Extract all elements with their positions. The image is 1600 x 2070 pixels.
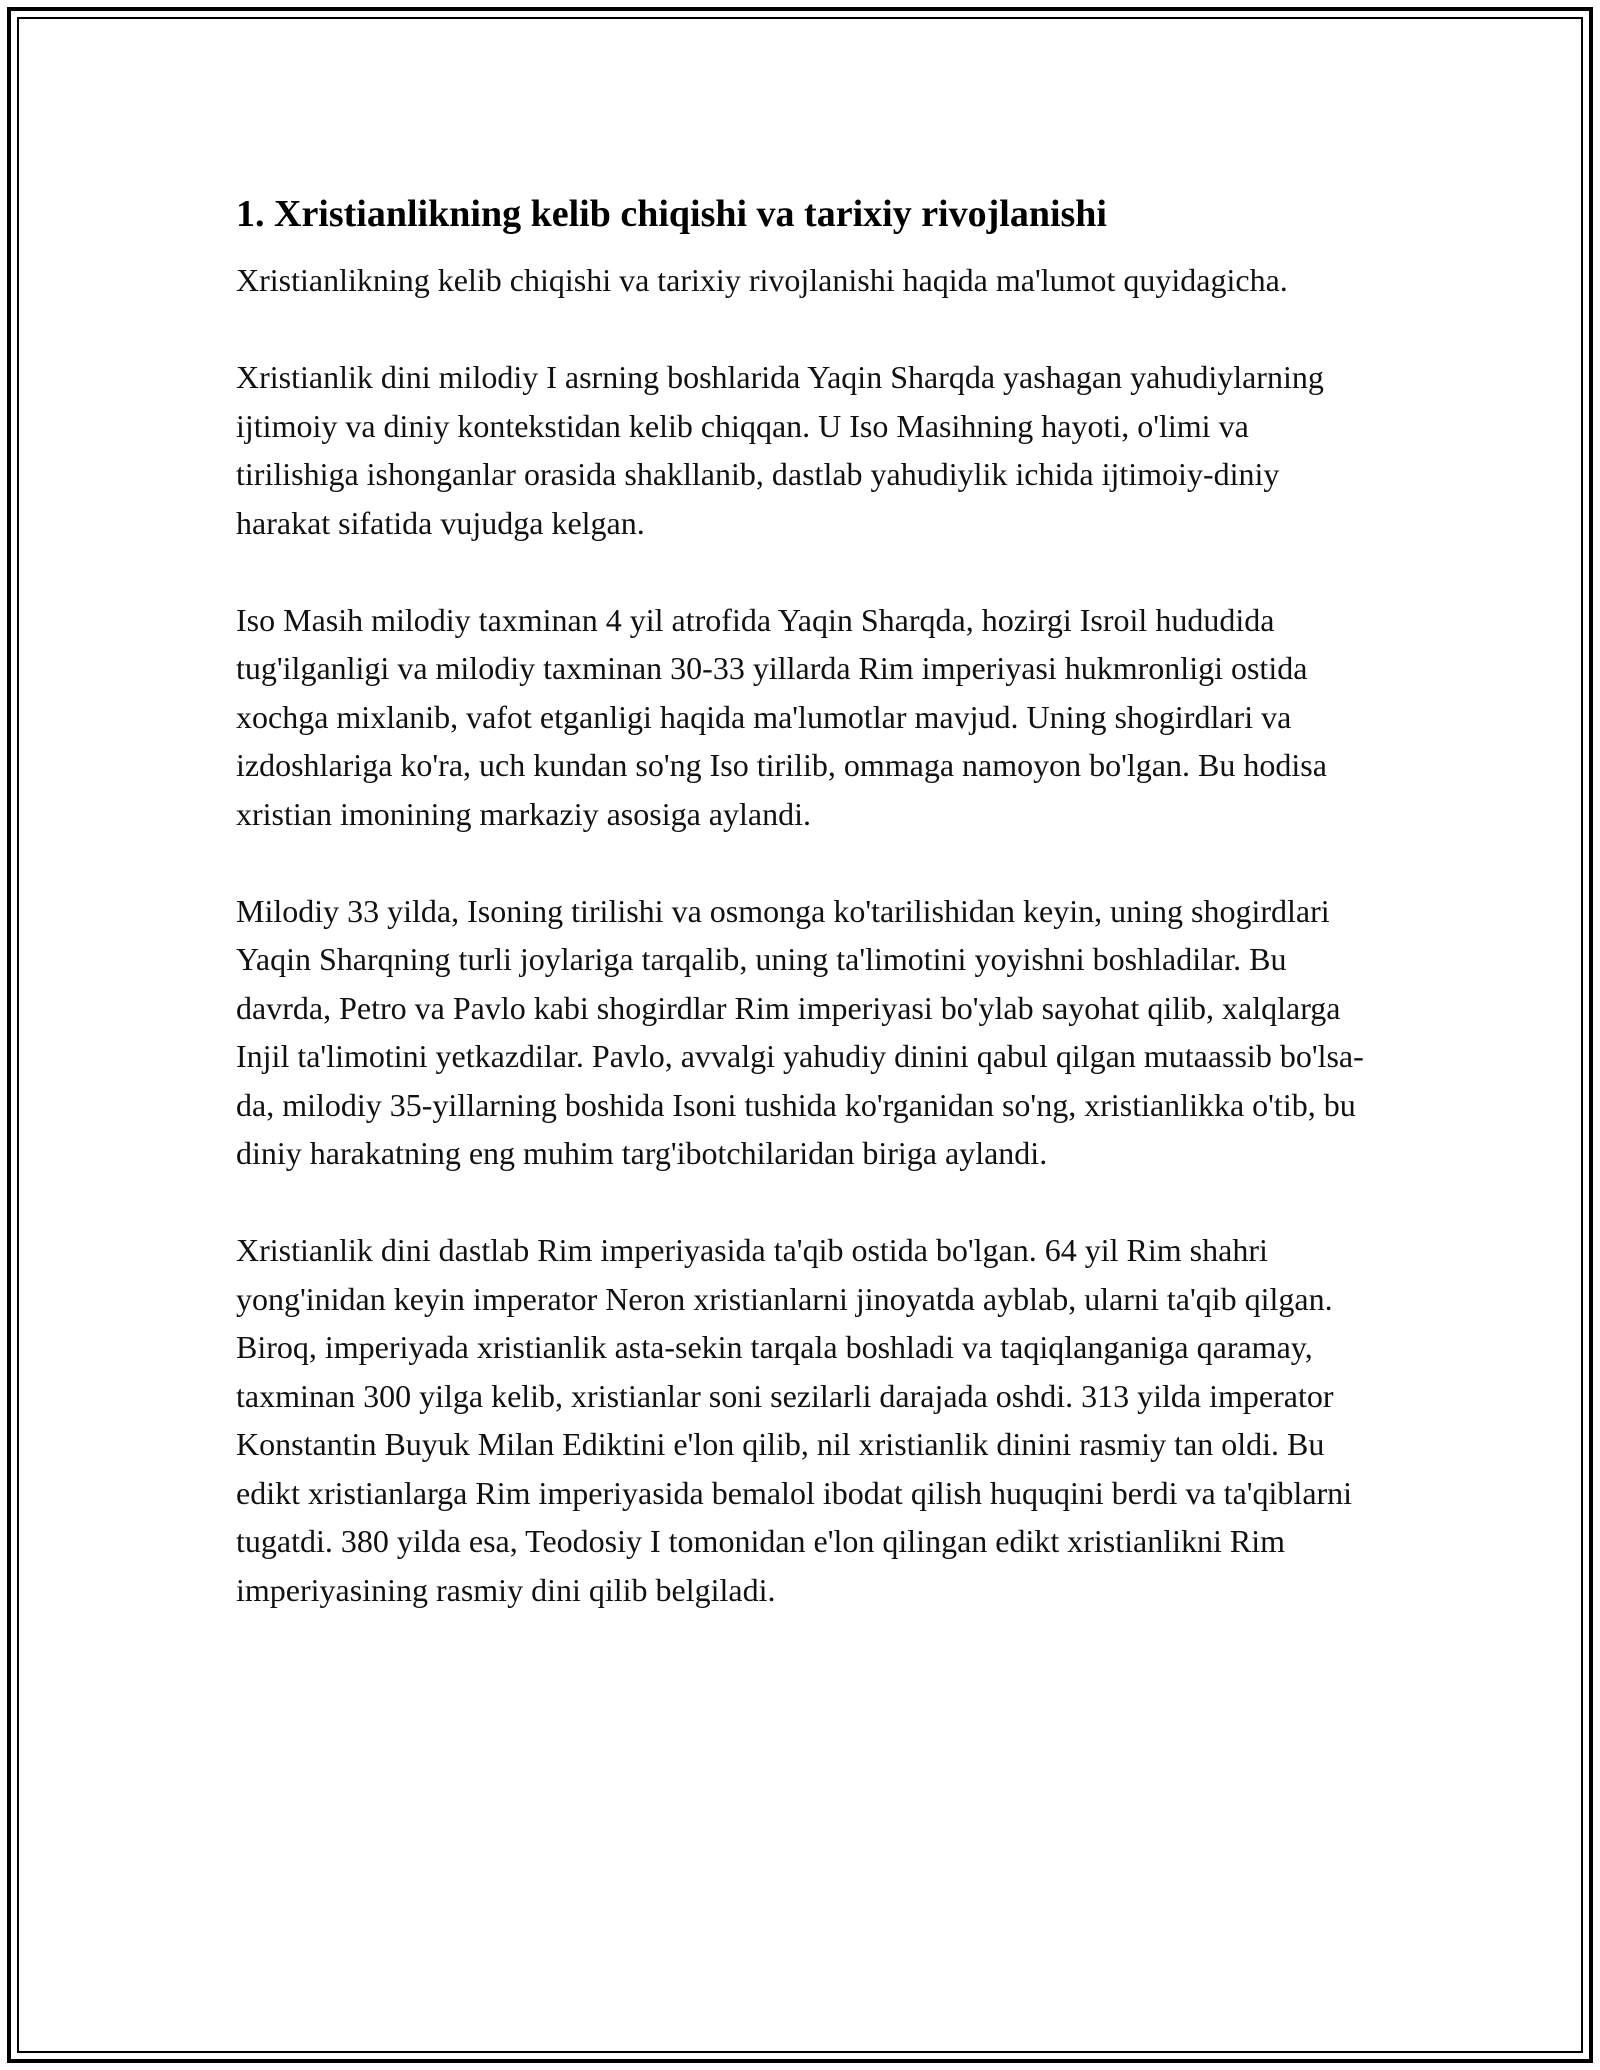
paragraph-disciples: Milodiy 33 yilda, Isoning tirilishi va osmonga ko'tarilishidan keyin, uning shogirdlari Yaqin Sharqning turli joylariga tarqalib, uning ta'limotini yoyishni boshladilar. Bu davrda, Petro va Pavlo kabi shogirdlar Rim imperiyasi bo'ylab sayohat qilib, xalqlarga Injil ta'limotini yetkazdilar. Pavlo, avvalgi yahudiy dinini qabul qilgan mutaassib bo'lsa-da, milodiy 35-yillarning boshida Isoni tushida ko'rganidan so'ng, xristianlikka o'tib, bu diniy harakatning eng muhim targ'ibotchilaridan biriga aylandi. bbox=[236, 892, 1364, 1171]
paragraph-intro: Xristianlikning kelib chiqishi va tarixiy rivojlanishi haqida ma'lumot quyidagicha. bbox=[236, 262, 1288, 298]
document-body bbox=[236, 186, 1376, 1663]
paragraph-origin: Xristianlik dini milodiy I asrning boshlarida Yaqin Sharqda yashagan yahudiylarning ijtimoiy va diniy kontekstidan kelib chiqqan. U Iso Masihning hayoti, o'limi va tirilishiga ishonganlar orasida shakllanib, dastlab yahudiylik ichida ijtimoiy-diniy harakat sifatida vujudga kelgan. bbox=[236, 359, 1324, 541]
paragraph-jesus: Iso Masih milodiy taxminan 4 yil atrofida Yaqin Sharqda, hozirgi Isroil hududida tug'ilganligi va milodiy taxminan 30-33 yillarda Rim imperiyasi hukmronligi ostida xochga mixlanib, vafot etganligi haqida ma'lumotlar mavjud. Uning shogirdlari va izdoshlariga ko'ra, uch kundan so'ng Iso tirilib, ommaga namoyon bo'lgan. Bu hodisa xristian imonining markaziy asosiga aylandi. bbox=[236, 601, 1327, 832]
paragraph-rome: Xristianlik dini dastlab Rim imperiyasida ta'qib ostida bo'lgan. 64 yil Rim shahri yong'inidan keyin imperator Neron xristianlarni jinoyatda ayblab, ularni ta'qib qilgan. Biroq, imperiyada xristianlik asta-sekin tarqala boshladi va taqiqlanganiga qaramay, taxminan 300 yilga kelib, xristianlar soni sezilarli darajada oshdi. 313 yilda imperator Konstantin Buyuk Milan Ediktini e'lon qilib, nil xristianlik dinini rasmiy tan oldi. Bu edikt xristianlarga Rim imperiyasida bemalol ibodat qilish huquqini berdi va ta'qiblarni tugatdi. 380 yilda esa, Teodosiy I tomonidan e'lon qilingan edikt xristianlikni Rim imperiyasining rasmiy dini qilib belgiladi. bbox=[236, 1232, 1353, 1608]
page-title: 1. Xristianlikning kelib chiqishi va tarixiy rivojlanishi bbox=[236, 193, 1107, 235]
